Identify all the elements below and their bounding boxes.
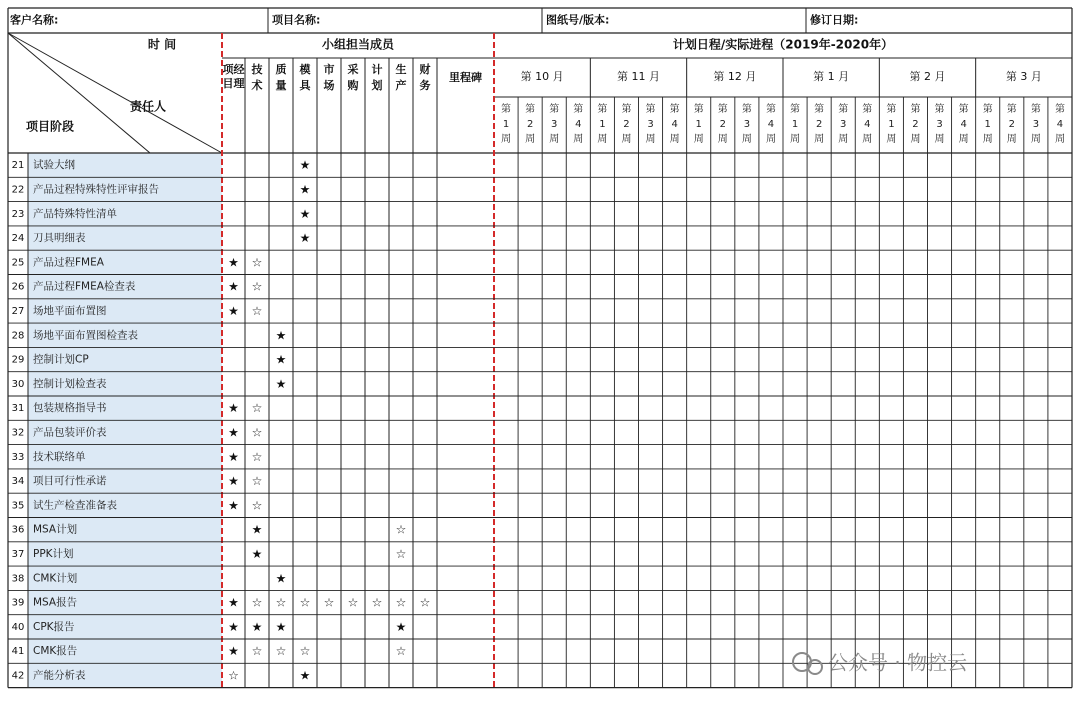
week-label-15-a: 第 xyxy=(862,104,873,115)
member-header-4: 市 xyxy=(323,63,335,76)
row-stage-32: 产品包装评价表 xyxy=(33,426,107,439)
member-header-3: 模 xyxy=(299,63,311,76)
milestone-label: 里程碑 xyxy=(449,71,482,84)
mark-row-33-col-0: ★ xyxy=(228,449,239,464)
drawing-label: 图纸号/版本: xyxy=(546,13,610,27)
member-header-6-sub: 划 xyxy=(371,79,383,92)
week-label-13-a: 第 xyxy=(814,104,825,115)
row-stage-40: CPK报告 xyxy=(33,620,75,633)
week-label-14-b: 3 xyxy=(840,119,847,130)
mark-row-37-col-7: ☆ xyxy=(395,546,407,561)
week-label-10-a: 第 xyxy=(741,104,752,115)
row-number-25: 25 xyxy=(11,257,25,269)
week-label-3-b: 4 xyxy=(575,119,582,130)
mark-row-40-col-0: ★ xyxy=(228,619,239,634)
member-header-7-sub: 产 xyxy=(395,79,407,92)
mark-row-27-col-0: ★ xyxy=(228,303,239,318)
member-header-7: 生 xyxy=(395,63,407,76)
week-label-7-c: 周 xyxy=(669,134,680,145)
mark-row-39-col-0: ★ xyxy=(228,595,239,610)
mark-row-37-col-1: ★ xyxy=(251,546,263,561)
mark-row-41-col-3: ☆ xyxy=(299,644,311,659)
month-label-5: 第 3 月 xyxy=(1005,70,1042,83)
row-number-42: 42 xyxy=(11,670,25,682)
week-label-22-c: 周 xyxy=(1030,134,1041,145)
mark-row-42-col-0: ☆ xyxy=(228,668,239,683)
week-label-19-a: 第 xyxy=(958,104,969,115)
row-stage-30: 控制计划检查表 xyxy=(33,377,107,390)
member-header-4-sub: 场 xyxy=(323,79,335,92)
row-number-22: 22 xyxy=(11,184,25,196)
row-number-27: 27 xyxy=(11,305,25,317)
week-label-8-a: 第 xyxy=(693,104,704,115)
mark-row-39-col-7: ☆ xyxy=(395,595,407,610)
week-label-2-c: 周 xyxy=(549,134,560,145)
owner-label: 责任人 xyxy=(129,99,167,114)
week-label-4-c: 周 xyxy=(597,134,608,145)
week-label-16-a: 第 xyxy=(886,104,897,115)
mark-row-39-col-2: ☆ xyxy=(275,595,287,610)
week-label-21-b: 2 xyxy=(1008,119,1015,130)
mark-row-38-col-2: ★ xyxy=(275,571,287,586)
month-label-1: 第 11 月 xyxy=(617,70,660,83)
customer-label: 客户名称: xyxy=(10,13,59,27)
mark-row-26-col-1: ☆ xyxy=(251,279,263,294)
row-number-39: 39 xyxy=(11,597,25,609)
week-label-5-b: 2 xyxy=(623,119,630,130)
row-number-37: 37 xyxy=(11,548,25,560)
stage-label: 项目阶段 xyxy=(25,119,75,134)
week-label-6-c: 周 xyxy=(645,134,656,145)
row-number-34: 34 xyxy=(11,476,25,488)
week-label-18-c: 周 xyxy=(934,134,945,145)
week-label-7-b: 4 xyxy=(671,119,678,130)
month-label-4: 第 2 月 xyxy=(909,70,946,83)
week-label-9-a: 第 xyxy=(717,104,728,115)
week-label-4-a: 第 xyxy=(597,104,608,115)
week-label-10-b: 3 xyxy=(743,119,751,130)
mark-row-39-col-5: ☆ xyxy=(347,595,359,610)
time-label: 时 间 xyxy=(147,37,177,52)
row-stage-24: 刀具明细表 xyxy=(33,232,86,245)
week-label-21-c: 周 xyxy=(1006,134,1017,145)
mark-row-31-col-0: ★ xyxy=(228,401,239,416)
row-number-21: 21 xyxy=(11,160,25,172)
revision-label: 修订日期: xyxy=(810,13,859,27)
week-label-19-b: 4 xyxy=(960,119,967,130)
week-label-2-b: 3 xyxy=(551,119,558,130)
week-label-17-c: 周 xyxy=(910,134,921,145)
mark-row-41-col-1: ☆ xyxy=(251,644,263,659)
member-header-3-sub: 具 xyxy=(299,79,311,92)
week-label-16-c: 周 xyxy=(886,134,897,145)
week-label-15-b: 4 xyxy=(864,119,871,130)
row-stage-25: 产品过程FMEA xyxy=(33,256,104,269)
mark-row-28-col-2: ★ xyxy=(275,328,287,343)
mark-row-40-col-7: ★ xyxy=(395,619,407,634)
week-label-20-b: 1 xyxy=(984,119,991,130)
mark-row-35-col-0: ★ xyxy=(228,498,239,513)
week-label-23-c: 周 xyxy=(1054,134,1065,145)
mark-row-39-col-8: ☆ xyxy=(419,595,431,610)
week-label-15-c: 周 xyxy=(862,134,873,145)
week-label-9-c: 周 xyxy=(717,134,728,145)
week-label-23-a: 第 xyxy=(1054,104,1065,115)
mark-row-33-col-1: ☆ xyxy=(251,449,263,464)
week-label-1-c: 周 xyxy=(525,134,536,145)
mark-row-25-col-0: ★ xyxy=(228,255,239,270)
week-label-14-c: 周 xyxy=(838,134,849,145)
row-number-32: 32 xyxy=(11,427,25,439)
mark-row-25-col-1: ☆ xyxy=(251,255,263,270)
corner-diagonal-lower xyxy=(8,33,150,153)
mark-row-34-col-1: ☆ xyxy=(251,474,263,489)
row-stage-29: 控制计划CP xyxy=(33,353,89,366)
project-label: 项目名称: xyxy=(272,13,321,27)
mark-row-36-col-7: ☆ xyxy=(395,522,407,537)
mark-row-32-col-0: ★ xyxy=(228,425,239,440)
row-number-33: 33 xyxy=(11,451,25,463)
row-number-31: 31 xyxy=(11,403,25,415)
mark-row-32-col-1: ☆ xyxy=(251,425,263,440)
week-label-11-c: 周 xyxy=(765,134,776,145)
week-label-11-a: 第 xyxy=(765,104,776,115)
mark-row-39-col-6: ☆ xyxy=(371,595,383,610)
row-stage-23: 产品特殊特性清单 xyxy=(33,207,117,220)
week-label-9-b: 2 xyxy=(719,119,726,130)
week-label-8-b: 1 xyxy=(695,119,702,130)
mark-row-36-col-1: ★ xyxy=(251,522,263,537)
team-label: 小组担当成员 xyxy=(321,37,395,52)
row-stage-21: 试验大纲 xyxy=(33,159,75,172)
row-number-35: 35 xyxy=(11,500,25,512)
row-number-41: 41 xyxy=(11,646,25,658)
row-stage-36: MSA计划 xyxy=(33,523,78,536)
mark-row-41-col-7: ☆ xyxy=(395,644,407,659)
mark-row-26-col-0: ★ xyxy=(228,279,239,294)
mark-row-31-col-1: ☆ xyxy=(251,401,263,416)
row-stage-42: 产能分析表 xyxy=(33,669,86,682)
mark-row-41-col-2: ☆ xyxy=(275,644,287,659)
member-header-6: 计 xyxy=(371,63,383,76)
member-header-2: 质 xyxy=(275,63,287,76)
week-label-20-c: 周 xyxy=(982,134,993,145)
week-label-0-b: 1 xyxy=(502,119,510,130)
week-label-0-a: 第 xyxy=(501,104,512,115)
mark-row-35-col-1: ☆ xyxy=(251,498,263,513)
week-label-5-a: 第 xyxy=(621,104,632,115)
row-number-36: 36 xyxy=(11,524,25,536)
month-label-0: 第 10 月 xyxy=(520,70,564,83)
row-stage-37: PPK计划 xyxy=(33,547,74,560)
row-stage-33: 技术联络单 xyxy=(33,450,86,463)
row-number-28: 28 xyxy=(11,330,25,342)
member-header-8-sub: 务 xyxy=(419,79,431,92)
row-stage-39: MSA报告 xyxy=(33,596,78,609)
row-stage-27: 场地平面布置图 xyxy=(33,304,107,317)
week-label-22-a: 第 xyxy=(1030,104,1041,115)
row-stage-31: 包装规格指导书 xyxy=(33,402,107,415)
month-label-2: 第 12 月 xyxy=(713,70,757,83)
week-label-23-b: 4 xyxy=(1056,119,1064,130)
row-number-23: 23 xyxy=(11,208,25,220)
row-number-29: 29 xyxy=(11,354,25,366)
row-stage-28: 场地平面布置图检查表 xyxy=(33,329,138,342)
mark-row-40-col-2: ★ xyxy=(275,619,287,634)
row-stage-35: 试生产检查准备表 xyxy=(33,499,117,512)
mark-row-27-col-1: ☆ xyxy=(251,303,263,318)
week-label-12-c: 周 xyxy=(790,134,801,145)
week-label-17-b: 2 xyxy=(912,119,919,130)
week-label-7-a: 第 xyxy=(669,104,680,115)
week-label-12-a: 第 xyxy=(790,104,801,115)
week-label-16-b: 1 xyxy=(888,119,895,130)
week-label-3-c: 周 xyxy=(573,134,584,145)
week-label-1-b: 2 xyxy=(526,119,534,130)
week-label-14-a: 第 xyxy=(838,104,849,115)
week-label-1-a: 第 xyxy=(525,104,536,115)
week-label-0-c: 周 xyxy=(501,134,512,145)
mark-row-39-col-1: ☆ xyxy=(251,595,263,610)
schedule-label: 计划日程/实际进程（2019年-2020年） xyxy=(672,37,894,52)
week-label-17-a: 第 xyxy=(910,104,921,115)
week-label-5-c: 周 xyxy=(621,134,632,145)
week-label-6-b: 3 xyxy=(647,119,654,130)
mark-row-39-col-4: ☆ xyxy=(323,595,335,610)
week-label-3-a: 第 xyxy=(573,104,584,115)
row-number-24: 24 xyxy=(11,233,25,245)
mark-row-41-col-0: ★ xyxy=(228,644,239,659)
member-header-1: 技 xyxy=(251,63,263,76)
watermark-text: 公众号 · 物控云 xyxy=(828,650,968,675)
member-header-2-sub: 量 xyxy=(275,79,287,92)
week-label-22-b: 3 xyxy=(1032,119,1040,130)
week-label-11-b: 4 xyxy=(767,119,775,130)
mark-row-39-col-3: ☆ xyxy=(299,595,311,610)
mark-row-30-col-2: ★ xyxy=(275,376,287,391)
member-header-0-sub: 目理 xyxy=(222,77,245,90)
mark-row-22-col-3: ★ xyxy=(299,182,311,197)
week-label-2-a: 第 xyxy=(549,104,560,115)
week-label-4-b: 1 xyxy=(599,119,606,130)
row-stage-26: 产品过程FMEA检查表 xyxy=(33,280,136,293)
row-stage-34: 项目可行性承诺 xyxy=(33,475,107,488)
mark-row-34-col-0: ★ xyxy=(228,474,239,489)
member-header-5-sub: 购 xyxy=(347,79,359,92)
week-label-20-a: 第 xyxy=(982,104,993,115)
week-label-8-c: 周 xyxy=(693,134,704,145)
week-label-19-c: 周 xyxy=(958,134,969,145)
mark-row-21-col-3: ★ xyxy=(299,158,311,173)
month-label-3: 第 1 月 xyxy=(813,70,850,83)
mark-row-40-col-1: ★ xyxy=(251,619,263,634)
row-stage-22: 产品过程特殊特性评审报告 xyxy=(33,183,159,196)
mark-row-29-col-2: ★ xyxy=(275,352,287,367)
week-label-18-a: 第 xyxy=(934,104,945,115)
member-header-5: 采 xyxy=(347,63,359,76)
week-label-13-b: 2 xyxy=(815,119,823,130)
row-stage-41: CMK报告 xyxy=(33,645,78,658)
corner-diagonal-upper xyxy=(8,33,222,153)
week-label-13-c: 周 xyxy=(814,134,825,145)
row-number-30: 30 xyxy=(11,378,25,390)
week-label-10-c: 周 xyxy=(741,134,752,145)
week-label-6-a: 第 xyxy=(645,104,656,115)
week-label-12-b: 1 xyxy=(791,119,799,130)
mark-row-42-col-3: ★ xyxy=(299,668,311,683)
week-label-18-b: 3 xyxy=(936,119,943,130)
row-number-38: 38 xyxy=(11,573,25,585)
member-header-0: 项经 xyxy=(222,63,245,76)
mark-row-23-col-3: ★ xyxy=(299,206,311,221)
row-number-26: 26 xyxy=(11,281,25,293)
week-label-21-a: 第 xyxy=(1006,104,1017,115)
member-header-1-sub: 术 xyxy=(251,79,263,92)
row-stage-38: CMK计划 xyxy=(33,572,78,585)
row-number-40: 40 xyxy=(11,621,25,633)
mark-row-24-col-3: ★ xyxy=(299,231,311,246)
member-header-8: 财 xyxy=(419,63,431,76)
